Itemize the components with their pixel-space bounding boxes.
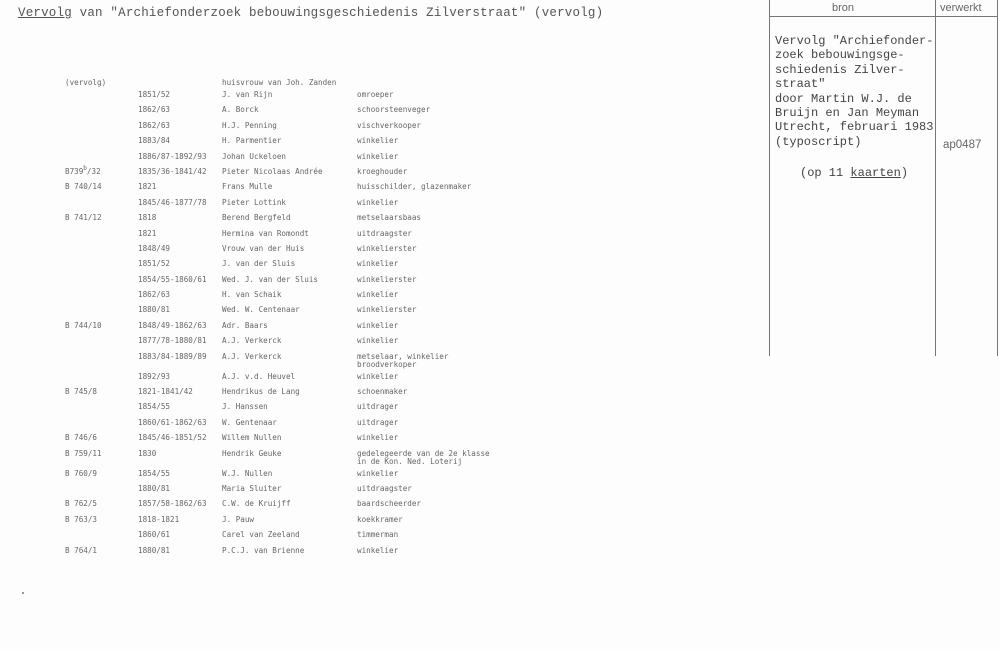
occupation: uitdraagster [357, 228, 412, 238]
table-row [0, 306, 760, 321]
parcel-superscript: b [83, 164, 87, 172]
years: 1851/52 [138, 90, 171, 99]
occupant-name: Hermina van Romondt [222, 228, 309, 238]
occupant-name: H. Parmentier [222, 136, 282, 146]
occupation: koekkramer [357, 514, 403, 524]
occupant-name: Wed. W. Centenaar [222, 305, 300, 315]
table-row [0, 531, 760, 546]
years: 1854/55-1860/61 [138, 274, 207, 284]
years: 1860/61 [138, 530, 171, 540]
years: 1821-1841/42 [138, 387, 193, 397]
parcel-suffix: /32 [86, 166, 101, 176]
years: 1860/61-1862/63 [138, 417, 207, 427]
table-row [0, 353, 760, 373]
occupation: winkelier [357, 259, 399, 269]
table-row [0, 450, 760, 470]
table-row [0, 122, 760, 137]
years: 1892/93 [138, 371, 171, 381]
parcel-number: (vervolg) [65, 78, 107, 87]
years: 1862/63 [138, 105, 171, 115]
table-row [0, 291, 760, 306]
occupation: gedelegeerde van de 2e klasse in de Kon. Ned. Loterij [357, 448, 490, 467]
years: 1845/46-1851/52 [138, 433, 207, 443]
occupation: winkelier [357, 136, 399, 146]
table-row [0, 470, 760, 485]
occupant-name: A.J. v.d. Heuvel [222, 371, 296, 381]
occupant-name: Hendrikus de Lang [222, 387, 300, 397]
occupant-name: A.J. Verkerck [222, 351, 282, 361]
occupant-name: W. Gentenaar [222, 417, 277, 427]
table-row [0, 230, 760, 245]
occupant-name: Wed. J. van der Sluis [222, 274, 319, 284]
panel-divider-right [997, 0, 998, 356]
occupation: uitdrager [357, 417, 399, 427]
table-row [0, 388, 760, 403]
years: 1857/58-1862/63 [138, 499, 207, 509]
card-count-word: kaarten [850, 166, 901, 180]
occupant-name: P.C.J. van Brienne [222, 545, 305, 555]
parcel-number: B 759/11 [65, 448, 102, 458]
table-row [0, 500, 760, 515]
panel-divider-left [769, 0, 770, 356]
parcel-number: B 744/10 [65, 320, 102, 330]
occupation: baardscheerder [357, 499, 422, 509]
years: 1818-1821 [138, 514, 180, 524]
table-row [0, 153, 760, 168]
years: 1821 [138, 228, 157, 238]
table-row [0, 199, 760, 214]
occupation: uitdraagster [357, 483, 412, 493]
years: 1886/87-1892/93 [138, 151, 207, 161]
occupation: timmerman [357, 530, 399, 540]
occupant-name: J. van Rijn [222, 90, 273, 99]
table-row [0, 373, 760, 388]
card-count-prefix: (op 11 [800, 166, 851, 180]
table-row [0, 322, 760, 337]
table-row [0, 434, 760, 449]
occupation: metselaarsbaas [357, 213, 422, 223]
occupant-name: Hendrik Geuke [222, 448, 282, 458]
occupant-name: Berend Bergfeld [222, 213, 291, 223]
title-prefix: Vervolg [18, 6, 72, 20]
occupation: winkelier [357, 320, 399, 330]
parcel-number: B 764/1 [65, 545, 98, 555]
occupant-name: Johan Uckeloen [222, 151, 287, 161]
years: 1877/78-1880/81 [138, 336, 207, 346]
occupant-name: Adr. Baars [222, 320, 268, 330]
occupant-name: A. Borck [222, 105, 259, 115]
table-row [0, 164, 760, 183]
occupation: winkelier [357, 433, 399, 443]
years: 1845/46-1877/78 [138, 197, 207, 207]
column-header-verwerkt: verwerkt [940, 2, 982, 14]
occupants-list [0, 79, 760, 562]
occupant-name: Carel van Zeeland [222, 530, 300, 540]
years: 1880/81 [138, 545, 171, 555]
parcel-number: B 745/8 [65, 387, 98, 397]
card-count-suffix: ) [900, 166, 909, 180]
occupation: huisschilder, glazenmaker [357, 182, 472, 192]
occupation: metselaar, winkelier broodverkoper [357, 351, 449, 370]
table-row [0, 485, 760, 500]
parcel-number: B 746/6 [65, 433, 98, 443]
occupant-name: Pieter Lottink [222, 197, 287, 207]
years: 1830 [138, 448, 157, 458]
table-row [0, 337, 760, 352]
years: 1854/55 [138, 468, 171, 478]
parcel-number [65, 164, 101, 177]
table-row [0, 137, 760, 152]
table-row [0, 183, 760, 198]
panel-divider-middle [935, 0, 936, 356]
occupant-name: Pieter Nicolaas Andrée [222, 166, 323, 176]
years: 1880/81 [138, 483, 171, 493]
occupation: schoorsteenveger [357, 105, 431, 115]
occupation: winkelier [357, 151, 399, 161]
table-row [0, 214, 760, 229]
occupation: winkelierster [357, 243, 417, 253]
parcel-number: B 760/9 [65, 468, 98, 478]
occupation: omroeper [357, 90, 394, 99]
table-row [0, 106, 760, 121]
occupant-name: Vrouw van der Huis [222, 243, 305, 253]
occupant-name: A.J. Verkerck [222, 336, 282, 346]
table-row [0, 91, 760, 106]
occupant-name: huisvrouw van Joh. Zanden [222, 78, 337, 87]
table-row [0, 260, 760, 275]
years: 1848/49-1862/63 [138, 320, 207, 330]
occupation: winkelier [357, 545, 399, 555]
occupant-name: J. Pauw [222, 514, 255, 524]
occupant-name: H.J. Penning [222, 120, 277, 130]
years: 1883/84-1889/89 [138, 351, 207, 361]
table-row [0, 547, 760, 562]
years: 1851/52 [138, 259, 171, 269]
occupation: winkelier [357, 468, 399, 478]
occupant-name: J. Hanssen [222, 402, 268, 412]
occupant-name: W.J. Nullen [222, 468, 273, 478]
years: 1862/63 [138, 290, 171, 300]
occupant-name: C.W. de Kruijff [222, 499, 291, 509]
occupation: vischverkooper [357, 120, 422, 130]
occupation: uitdrager [357, 402, 399, 412]
occupation: winkelier [357, 290, 399, 300]
occupant-name: H. van Schaik [222, 290, 282, 300]
occupation: winkelierster [357, 305, 417, 315]
occupation: winkelierster [357, 274, 417, 284]
table-row [0, 245, 760, 260]
table-row [0, 516, 760, 531]
years: 1835/36-1841/42 [138, 166, 207, 176]
table-row [0, 403, 760, 418]
occupation: winkelier [357, 336, 399, 346]
card-count [800, 166, 908, 180]
column-header-bron: bron [832, 2, 855, 14]
document-title [18, 6, 603, 20]
years: 1880/81 [138, 305, 171, 315]
parcel-number: B 741/12 [65, 213, 102, 223]
occupation: schoenmaker [357, 387, 408, 397]
years: 1821 [138, 182, 157, 192]
scan-speck [22, 592, 24, 594]
parcel-number: B 740/14 [65, 182, 102, 192]
parcel-base: B739 [65, 166, 84, 176]
title-rest: van "Archiefonderzoek bebouwingsgeschiedenis Zilverstraat" (vervolg) [71, 6, 604, 20]
occupant-name: Maria Sluiter [222, 483, 282, 493]
occupation: winkelier [357, 371, 399, 381]
table-row [0, 276, 760, 291]
occupation: kroeghouder [357, 166, 408, 176]
years: 1862/63 [138, 120, 171, 130]
years: 1854/55 [138, 402, 171, 412]
source-description: Vervolg "Archiefonder- zoek bebouwingsge- schiedenis Zilver- straat" door Martin W.J. de Bruijn en Jan Meyman Utrecht, februari 1983 (typoscript) [775, 34, 934, 149]
occupant-name: Willem Nullen [222, 433, 282, 443]
years: 1883/84 [138, 136, 171, 146]
verwerkt-code: ap0487 [943, 139, 982, 151]
occupant-name: J. van der Sluis [222, 259, 296, 269]
occupant-name: Frans Mulle [222, 182, 273, 192]
panel-header-divider [769, 16, 998, 17]
table-row [0, 419, 760, 434]
occupation: winkelier [357, 197, 399, 207]
years: 1848/49 [138, 243, 171, 253]
parcel-number: B 762/5 [65, 499, 98, 509]
parcel-number: B 763/3 [65, 514, 98, 524]
years: 1818 [138, 213, 157, 223]
